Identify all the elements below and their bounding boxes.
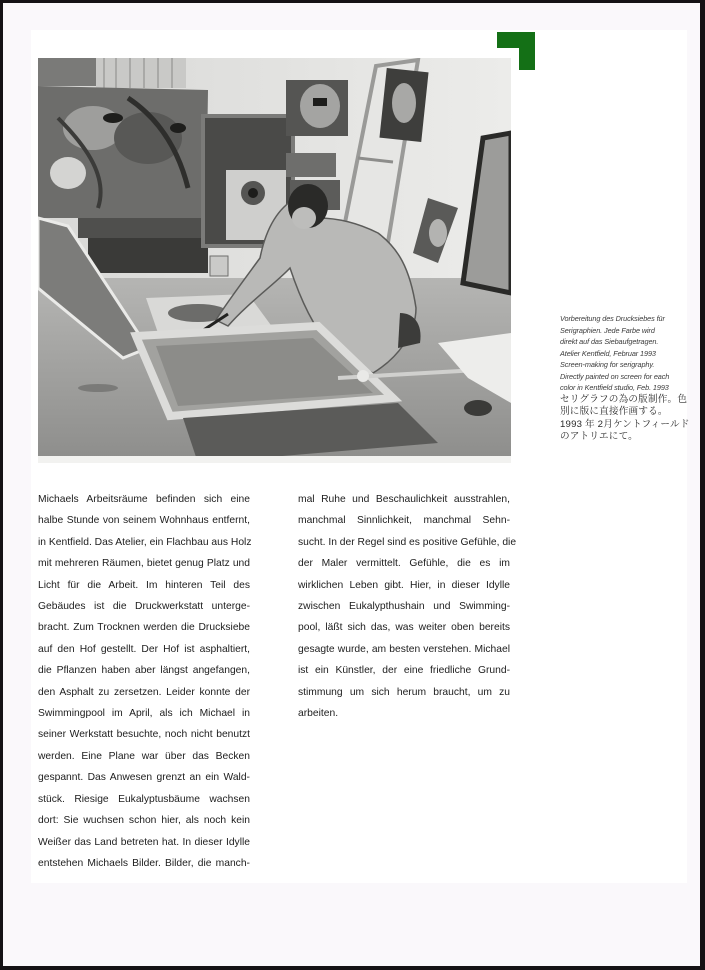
- caption-line: Atelier Kentfield, Februar 1993: [560, 348, 656, 358]
- text-line: stimmung um sich herum braucht, um zu: [298, 686, 510, 698]
- text-line: bracht. Zum Trocknen werden die Drucksiebe: [38, 622, 250, 634]
- text-line: arbeiten.: [298, 708, 339, 720]
- text-line: halbe Stunde von seinem Wohnhaus entfernt,: [38, 515, 250, 527]
- body-text-left-column: [38, 489, 250, 874]
- caption-line: direkt auf das Siebaufgetragen.: [560, 337, 659, 346]
- text-line: den Asphalt zu zersetzen. Leider konnte der: [38, 686, 250, 698]
- text-line: auf den Hof gestellt. Der Hof ist asphaltiert,: [38, 643, 250, 655]
- text-line: entstehen Michaels Bilder. Bilder, die manch-: [38, 857, 250, 869]
- caption-line-jp: 別に版に直接作画する。: [560, 406, 668, 417]
- text-line: manchmal Sinnlichkeit, manchmal Sehn-: [298, 515, 510, 527]
- text-line: der Maler vermittelt. Gefühle, die es im: [298, 558, 510, 570]
- text-line: Swimmingpool im April, als ich Michael in: [38, 708, 250, 720]
- caption-line: Screen-making for serigraphy.: [560, 360, 655, 369]
- text-line: stück. Riesige Eukalyptusbäume wachsen: [38, 793, 250, 805]
- text-line: werden. Eine Plane war über das Becken: [38, 750, 250, 762]
- caption-line: Serigraphien. Jede Farbe wird: [560, 325, 655, 335]
- text-line: seiner Werkstatt besuchte, noch nicht benutzt: [38, 729, 250, 741]
- text-line: gesagte wurde, am besten verstehen. Michael: [298, 643, 510, 655]
- text-line: Licht für die Arbeit. Im hinteren Teil des: [38, 579, 250, 591]
- text-line: Weißer das Land betreten hat. In dieser Idylle: [38, 836, 250, 848]
- caption-line: Vorbereitung des Drucksiebes für: [560, 314, 665, 323]
- caption-line-jp: セリグラフの為の版制作。色: [560, 393, 688, 405]
- text-line: Gebäudes ist die Druckwerkstatt unterge-: [38, 601, 250, 613]
- text-line: sucht. In der Regel sind es positive Gefühle, die: [298, 536, 517, 548]
- caption-line: color in Kentfield studio, Feb. 1993: [560, 383, 669, 392]
- text-line: zwischen Eukalypthushain und Swimming-: [298, 601, 510, 613]
- text-line: pool, läßt sich das, was weiter oben bereits: [298, 622, 510, 634]
- text-line: Michaels Arbeitsräume befinden sich eine: [38, 494, 250, 505]
- caption-line-jp: 1993 年 2月ケントフィールド: [560, 418, 690, 430]
- text-line: die Pflanzen haben aber längst angefangen,: [38, 665, 250, 677]
- caption-line: Directly painted on screen for each: [560, 371, 670, 381]
- text-line: in Kentfield. Das Atelier, ein Flachbau aus Holz: [38, 536, 252, 548]
- photo-caption: [560, 313, 700, 444]
- text-line: ist ein Künstler, der eine friedliche Grund-: [298, 665, 510, 677]
- body-text-right-column: [298, 489, 517, 724]
- text-line: mit mehreren Räumen, bietet genug Platz und: [38, 558, 250, 570]
- caption-line-jp: のアトリエにて。: [560, 431, 638, 442]
- text-line: mal Ruhe und Beschaulichkeit ausstrahlen,: [298, 494, 510, 505]
- studio-photo: [38, 58, 511, 463]
- text-line: gespannt. Das Anwesen grenzt an ein Wald-: [38, 772, 250, 784]
- text-line: wirklichen Leben gibt. Hier, in dieser Idylle: [298, 579, 510, 591]
- text-line: dort: Sie wuchsen schon hier, als noch kein: [38, 815, 250, 827]
